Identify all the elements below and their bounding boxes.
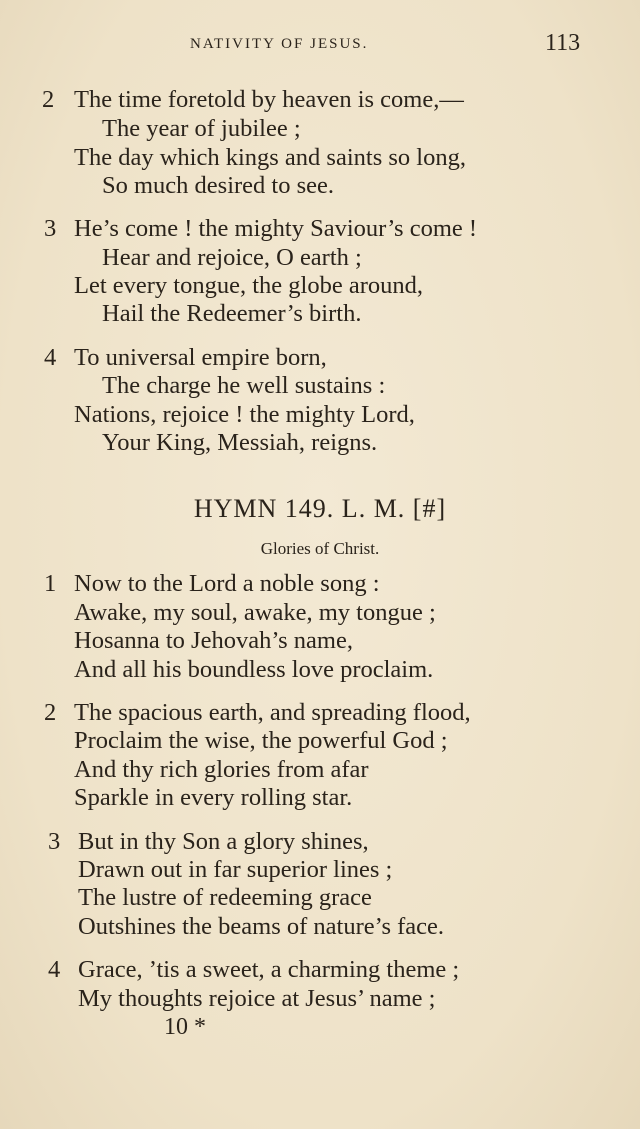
stanza-line: And thy rich glories from afar bbox=[74, 756, 369, 783]
stanza-line: The day which kings and saints so long, bbox=[74, 144, 466, 171]
stanza-line: Let every tongue, the globe around, bbox=[74, 272, 424, 299]
stanza-line: My thoughts rejoice at Jesus’ name ; bbox=[78, 985, 436, 1012]
stanza-number: 2 bbox=[44, 699, 57, 726]
stanza-line: Now to the Lord a noble song : bbox=[74, 570, 380, 597]
stanza-number: 2 bbox=[42, 86, 55, 113]
hymn-heading: HYMN 149. L. M. [#] bbox=[193, 494, 447, 523]
page-number: 113 bbox=[545, 30, 581, 56]
stanza-line: Your King, Messiah, reigns. bbox=[102, 429, 378, 456]
stanza-line: Awake, my soul, awake, my tongue ; bbox=[74, 599, 436, 626]
running-head bbox=[0, 30, 640, 60]
stanza-line: Proclaim the wise, the powerful God ; bbox=[74, 727, 448, 754]
stanza-number: 3 bbox=[48, 828, 61, 855]
stanza-line: To universal empire born, bbox=[74, 344, 327, 371]
stanza-line: Grace, ’tis a sweet, a charming theme ; bbox=[78, 956, 460, 983]
stanza-line: Drawn out in far superior lines ; bbox=[78, 856, 393, 883]
stanza-line: Hosanna to Jehovah’s name, bbox=[74, 627, 353, 654]
stanza-line: Hail the Redeemer’s birth. bbox=[102, 300, 362, 327]
stanza-line: But in thy Son a glory shines, bbox=[78, 828, 369, 855]
stanza-line: Sparkle in every rolling star. bbox=[74, 784, 353, 811]
stanza-line: The year of jubilee ; bbox=[102, 115, 301, 142]
stanza-number: 1 bbox=[44, 570, 57, 597]
stanza-line: The charge he well sustains : bbox=[102, 372, 386, 399]
signature-mark: 10 * bbox=[164, 1014, 206, 1040]
stanza-line: Nations, rejoice ! the mighty Lord, bbox=[74, 401, 415, 428]
stanza-number: 4 bbox=[48, 956, 61, 983]
stanza-line: He’s come ! the mighty Saviour’s come ! bbox=[74, 215, 478, 242]
stanza-line: The spacious earth, and spreading flood, bbox=[74, 699, 471, 726]
stanza-line: Hear and rejoice, O earth ; bbox=[102, 244, 362, 271]
stanza-line: And all his boundless love proclaim. bbox=[74, 656, 434, 683]
stanza-number: 4 bbox=[44, 344, 57, 371]
stanza-line: The lustre of redeeming grace bbox=[78, 884, 372, 911]
stanza-line: Outshines the beams of nature’s face. bbox=[78, 913, 445, 940]
stanza-line: So much desired to see. bbox=[102, 172, 335, 199]
hymn-subtitle: Glories of Christ. bbox=[260, 539, 380, 558]
running-title: NATIVITY OF JESUS. bbox=[190, 36, 369, 52]
stanza-number: 3 bbox=[44, 215, 57, 242]
stanza-line: The time foretold by heaven is come,— bbox=[74, 86, 464, 113]
